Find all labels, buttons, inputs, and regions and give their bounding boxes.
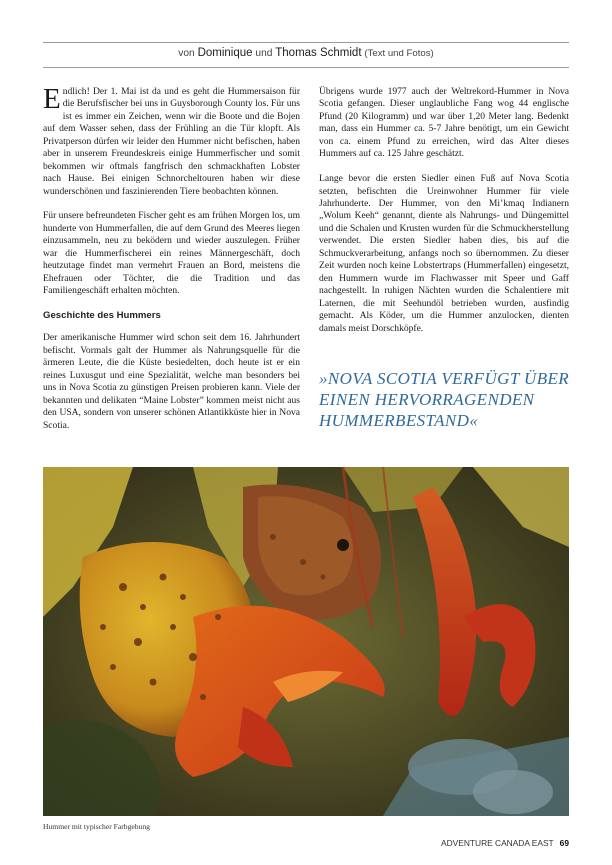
byline xyxy=(43,47,569,59)
paragraph-history: Der amerikanische Hummer wird schon seit dem 16. Jahrhundert befischt. Vormals galt der Hummer als Nahrungsquelle für die ärmeren Leute, die die Küste besiedelten, doch heute ist er ein reines Luxusgut und eine Spezialität, welche man besonders bei uns in Nova Scotia zu günstigen Preisen probieren kann. Viele der bekannten und delikaten “Maine Lobster” kommen meist nicht aus den USA, sondern von unserer schönen Atlantikküste hier in Nova Scotia. xyxy=(43,332,300,431)
left-column xyxy=(43,83,300,445)
author-first-name: Dominique xyxy=(197,47,253,59)
page-footer xyxy=(441,838,569,848)
right-column xyxy=(319,86,569,347)
drop-cap: E xyxy=(43,83,61,115)
section-subheading: Geschichte des Hummers xyxy=(43,310,161,322)
magazine-name: ADVENTURE CANADA EAST xyxy=(441,838,554,848)
byline-und: und xyxy=(255,48,273,59)
pull-quote: »NOVA SCOTIA VERFÜGT ÜBER EINEN HERVORRAGENDEN HUMMERBESTAND« xyxy=(319,369,570,430)
paragraph-mikmaq: Lange bevor die ersten Siedler einen Fuß auf Nova Scotia setzten, befischten die Ureinwohner Hummer für viele Jahrhunderte. Der Hummer, von den Mi’kmaq Indianern „Wolum Keeh“ genannt, diente als Nahrungs- und Düngemittel und die Schalen und Krusten wurden für die Schmuckherstellung verwendet. Die ersten Siedler haben dies, bis auf die Schmuckverarbeitung, anfangs noch so übernommen. Zu dieser Zeit wurden noch keine Lobstertraps (Hummerfallen) eingesetzt, den Hummern wurde im Flachwasser mit Speer und Gaff nachgestellt. In ruhigen Nächten wurden die Schalentiere mit Laternen, die mit Seehundöl betrieben wurden, ausfindig gemacht. Als Köder, um die Hummer anzulocken, dienten damals meist Dorschköpfe. xyxy=(319,173,569,334)
byline-bottom-rule xyxy=(43,67,569,68)
photo-caption: Hummer mit typischer Farbgebung xyxy=(43,822,150,831)
byline-credit: (Text und Fotos) xyxy=(364,48,434,59)
intro-paragraph xyxy=(43,83,300,198)
paragraph-record-lobster: Übrigens wurde 1977 auch der Weltrekord-Hummer in Nova Scotia gefangen. Dieser unglaubliche Fang wog 44 englische Pfund (20 Kilogramm) und war über 1,20 Meter lang. Bedenkt man, dass ein Hummer ca. 5-7 Jahre benötigt, um ein Gewicht von ca. einem Pfund zu erreichen, wird das Alter dieses Hummers auf ca. 125 Jahre geschätzt. xyxy=(319,86,569,160)
intro-text: ndlich! Der 1. Mai ist da und es geht die Hummersaison für die Berufsfischer bei uns in Guysborough County los. Für uns ist es immer ein Zeichen, wenn wir die Boote und die Bojen auf dem Wasser sehen, dass der Frühling an die Tür klopft. Als Privatperson dürfen wir leider den Hummer nicht befischen, haben aber in unserem Freundeskreis einige Hummerfischer und somit bekommen wir oftmals fangfrisch den schmackhaften Lobster nach Hause. Bei einigen Schnorcheltouren haben wir diese wunderschönen und faszinierenden Tiere beobachten können. xyxy=(43,86,300,197)
author-last-name: Thomas Schmidt xyxy=(275,47,362,59)
page-number: 69 xyxy=(559,838,569,848)
top-rule xyxy=(43,42,569,43)
paragraph-fishermen: Für unsere befreundeten Fischer geht es am frühen Morgen los, um hunderte von Hummerfallen, die auf dem Grund des Meeres liegen einzusammeln, neu zu beködern und wieder auszulegen. Früher war die Hummerfischerei ein reines Männergeschäft, doch heutzutage findet man vermehrt Frauen an Bord, meistens die Ehefrauen oder Töchter, die die Tradition und das Familiengeschäft erhalten möchten. xyxy=(43,210,300,297)
byline-von: von xyxy=(178,48,195,59)
lobster-photo xyxy=(43,467,569,816)
